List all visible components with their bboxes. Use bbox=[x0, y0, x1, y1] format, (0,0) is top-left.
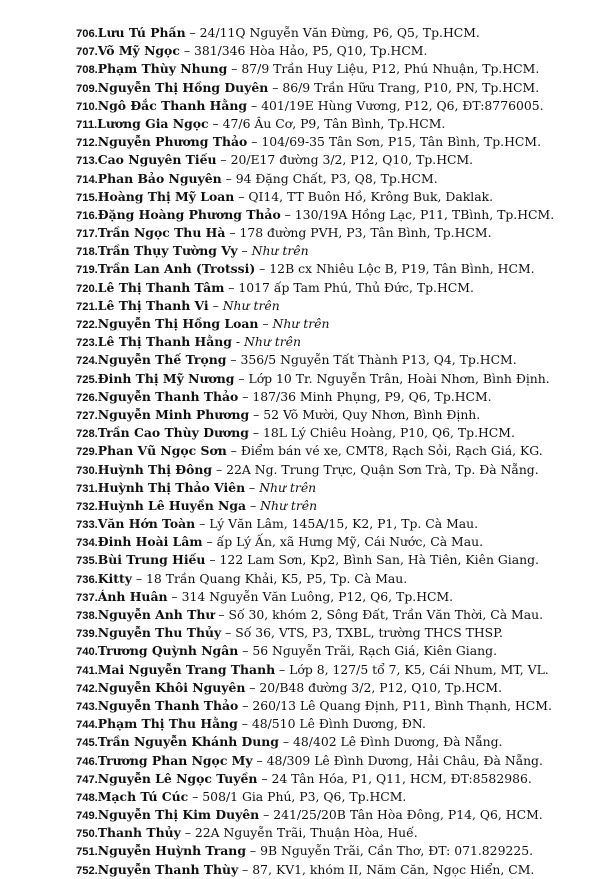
entry-separator: – bbox=[278, 734, 294, 750]
entry-name: Nguyễn Thế Trọng bbox=[97, 352, 227, 368]
entry-number: 738. bbox=[76, 610, 98, 622]
list-item bbox=[76, 424, 581, 442]
list-item bbox=[76, 279, 581, 297]
list-item bbox=[76, 842, 581, 860]
entry-number: 717. bbox=[76, 228, 98, 241]
list-item bbox=[76, 570, 581, 588]
entry-number: 744. bbox=[76, 719, 98, 732]
entry-name: Nguyễn Khôi Nguyên bbox=[97, 679, 246, 695]
entry-address: 178 đường PVH, P3, Tân Bình, Tp.HCM. bbox=[239, 225, 492, 241]
entry-number: 723. bbox=[76, 337, 98, 350]
entry-name: Trương Phan Ngọc My bbox=[97, 752, 253, 768]
entry-separator: – bbox=[234, 188, 249, 204]
entry-address: 401/19E Hùng Vương, P12, Q6, ĐT:8776005. bbox=[261, 97, 544, 113]
entry-name: Trần Lan Anh (Trotssi) bbox=[97, 261, 256, 277]
entry-address: 20/E17 đường 3/2, P12, Q10, Tp.HCM. bbox=[230, 152, 474, 168]
entry-address: 56 Nguyễn Trãi, Rạch Giá, Kiên Giang. bbox=[252, 643, 498, 659]
entry-name: Lương Gia Ngọc bbox=[97, 115, 209, 131]
entry-separator: – bbox=[185, 25, 200, 40]
entry-name: Trần Nguyễn Khánh Dung bbox=[97, 734, 279, 750]
entry-number: 729. bbox=[76, 446, 98, 459]
list-item bbox=[76, 351, 581, 369]
list-item bbox=[76, 260, 581, 278]
entry-name: Phan Vũ Ngọc Sơn bbox=[97, 443, 227, 459]
entry-number: 730. bbox=[76, 464, 98, 477]
entry-address: Điểm bán vé xe, CMT8, Rạch Sỏi, Rạch Giá, KG. bbox=[240, 443, 543, 459]
entry-name: Lê Thị Thanh Hằng bbox=[97, 334, 232, 350]
entry-address: 48/402 Lê Đình Dương, Đà Nẵng. bbox=[293, 734, 503, 750]
list-item bbox=[76, 97, 581, 115]
entry-number: 750. bbox=[76, 828, 98, 841]
list-item bbox=[76, 133, 581, 151]
entry-separator: – bbox=[208, 115, 223, 131]
entry-number: 731. bbox=[76, 482, 98, 495]
entry-separator: – bbox=[221, 625, 236, 641]
entry-separator: – bbox=[226, 443, 241, 459]
entry-separator: – bbox=[245, 479, 260, 495]
entry-number: 718. bbox=[76, 246, 98, 259]
entry-address: 381/346 Hòa Hảo, P5, Q10, Tp.HCM. bbox=[193, 43, 428, 59]
entry-address: Lý Văn Lâm, 145A/15, K2, P1, Tp. Cà Mau. bbox=[209, 516, 479, 532]
list-item bbox=[76, 752, 581, 770]
entry-number: 749. bbox=[76, 810, 98, 823]
list-item bbox=[76, 824, 581, 842]
list-item bbox=[76, 861, 581, 879]
entry-separator: – bbox=[221, 170, 236, 186]
entry-number: 719. bbox=[76, 264, 98, 277]
entry-name: Lê Thị Thanh Tâm bbox=[97, 279, 225, 295]
entry-name: Ánh Huân bbox=[97, 588, 168, 604]
entry-address: 122 Lam Sơn, Kp2, Bình San, Hà Tiên, Kiên Giang. bbox=[219, 552, 539, 568]
entry-address: 87/9 Trần Huy Liệu, P12, Phú Nhuận, Tp.HCM. bbox=[241, 61, 540, 77]
entry-separator: – bbox=[212, 461, 227, 477]
list-item bbox=[76, 170, 581, 188]
entry-address: Lớp 10 Tr. Nguyễn Trân, Hoài Nhơn, Bình Định. bbox=[248, 370, 550, 386]
entry-separator: – bbox=[247, 134, 262, 150]
entry-name: Đinh Hoài Lâm bbox=[97, 534, 203, 550]
entry-number: 745. bbox=[76, 737, 98, 750]
list-item bbox=[76, 806, 581, 824]
entry-name: Trương Quỳnh Ngân bbox=[97, 643, 239, 659]
entry-number: 733. bbox=[76, 519, 98, 532]
list-item bbox=[76, 588, 581, 606]
entry-number: 709. bbox=[76, 82, 98, 95]
entry-separator: – bbox=[248, 425, 263, 441]
entry-separator: – bbox=[208, 297, 223, 313]
entry-address: 22A Nguyễn Trãi, Thuận Hòa, Huế. bbox=[194, 825, 418, 841]
list-item bbox=[76, 60, 581, 78]
entry-separator: – bbox=[280, 206, 295, 222]
entry-name: Trần Cao Thùy Dương bbox=[97, 425, 249, 441]
entry-separator: – bbox=[238, 643, 253, 659]
list-item bbox=[76, 242, 581, 260]
entry-number: 724. bbox=[76, 355, 98, 368]
entry-address: 260/13 Lê Quang Định, P11, Bình Thạnh, HCM. bbox=[252, 697, 552, 713]
entry-number: 713. bbox=[76, 155, 98, 168]
entry-address: 9B Nguyễn Trãi, Cần Thơ, ĐT: 071.829225. bbox=[260, 843, 534, 859]
entry-name: Võ Mỹ Ngọc bbox=[97, 43, 180, 59]
entry-separator: – bbox=[214, 607, 229, 622]
entry-note: Như trên bbox=[260, 497, 318, 513]
entry-address: QI14, TT Buôn Hồ, Krông Buk, Daklak. bbox=[248, 188, 494, 204]
entry-address: 94 Đặng Chất, P3, Q8, Tp.HCM. bbox=[235, 170, 438, 186]
entry-number: 743. bbox=[76, 700, 98, 713]
entry-separator: – bbox=[245, 843, 261, 859]
entry-number: 727. bbox=[76, 409, 98, 422]
list-item bbox=[76, 442, 581, 460]
entry-address: 187/36 Minh Phụng, P9, Q6, Tp.HCM. bbox=[252, 388, 492, 404]
entry-separator: - bbox=[231, 334, 245, 350]
entry-address: 20/B48 đường 3/2, P12, Q10, Tp.HCM. bbox=[259, 679, 503, 695]
entry-name: Nguyễn Thanh Thùy bbox=[97, 861, 239, 877]
entry-separator: – bbox=[259, 807, 274, 823]
list-item bbox=[76, 24, 581, 42]
entry-address: 12B cx Nhiêu Lộc B, P19, Tân Bình, HCM. bbox=[269, 261, 535, 277]
list-item bbox=[76, 533, 581, 551]
list-item bbox=[76, 388, 581, 406]
list-item bbox=[76, 497, 581, 515]
list-item bbox=[76, 188, 581, 206]
entry-separator: – bbox=[226, 352, 241, 368]
list-item bbox=[76, 115, 581, 133]
entry-number: 742. bbox=[76, 682, 98, 695]
entry-separator: – bbox=[237, 716, 252, 732]
entry-separator: – bbox=[246, 497, 261, 513]
entry-number: 752. bbox=[76, 864, 98, 877]
list-item bbox=[76, 206, 581, 224]
entry-number: 748. bbox=[76, 791, 98, 804]
list-item bbox=[76, 715, 581, 733]
entry-separator: – bbox=[238, 861, 253, 877]
entry-separator: – bbox=[180, 825, 195, 841]
entry-number: 716. bbox=[76, 209, 98, 222]
entry-number: 722. bbox=[76, 319, 98, 331]
list-item bbox=[76, 224, 581, 242]
entry-note: Như trên bbox=[272, 316, 330, 331]
entry-note: Như trên bbox=[222, 297, 280, 313]
entry-name: Bùi Trung Hiếu bbox=[97, 552, 206, 568]
entry-number: 737. bbox=[76, 591, 98, 604]
entry-address: 47/6 Âu Cơ, P9, Tân Bình, Tp.HCM. bbox=[222, 115, 446, 131]
entry-name: Lưu Tú Phấn bbox=[97, 25, 186, 40]
entry-address: 130/19A Hồng Lạc, P11, TBình, Tp.HCM. bbox=[294, 206, 555, 222]
list-item bbox=[76, 370, 581, 388]
entry-note: Như trên bbox=[259, 479, 317, 495]
entry-number: 708. bbox=[76, 64, 98, 77]
entry-separator: – bbox=[179, 43, 194, 59]
entry-name: Nguyễn Thị Kim Duyên bbox=[97, 807, 260, 823]
entry-address: 87, KV1, khóm II, Năm Căn, Ngọc Hiển, CM. bbox=[252, 861, 535, 877]
entry-name: Văn Hớn Toàn bbox=[97, 516, 196, 532]
entry-name: Nguyễn Phương Thảo bbox=[97, 134, 248, 150]
entry-separator: – bbox=[247, 97, 262, 113]
entry-address: 48/309 Lê Đình Dương, Hải Châu, Đà Nẵng. bbox=[266, 752, 543, 768]
entry-name: Thanh Thủy bbox=[97, 825, 181, 841]
entry-address: 52 Võ Mười, Quy Nhơn, Bình Định. bbox=[263, 406, 481, 422]
entry-separator: – bbox=[225, 225, 240, 241]
list-item bbox=[76, 461, 581, 479]
list-item bbox=[76, 42, 581, 60]
entry-separator: – bbox=[252, 752, 267, 768]
entry-address: 508/1 Gia Phú, P3, Q6, Tp.HCM. bbox=[202, 788, 407, 804]
entry-number: 746. bbox=[76, 755, 98, 768]
entry-number: 739. bbox=[76, 628, 98, 641]
entry-number: 720. bbox=[76, 282, 98, 295]
entry-address: 22A Ng. Trung Trực, Quận Sơn Trà, Tp. Đà Nẵng. bbox=[226, 461, 539, 477]
entry-number: 747. bbox=[76, 773, 98, 786]
entry-name: Phạm Thị Thu Hằng bbox=[97, 716, 238, 732]
entry-number: 728. bbox=[76, 428, 98, 441]
entry-name: Mạch Tú Cúc bbox=[97, 788, 189, 804]
entry-name: Nguyễn Lê Ngọc Tuyền bbox=[97, 770, 258, 786]
entry-address: 18 Trần Quang Khải, K5, P5, Tp. Cà Mau. bbox=[145, 570, 408, 586]
entry-name: Đinh Thị Mỹ Nương bbox=[97, 370, 235, 386]
entry-number: 736. bbox=[76, 573, 98, 586]
entry-separator: – bbox=[249, 406, 264, 422]
entry-note: Như trên bbox=[244, 334, 301, 350]
entry-name: Trần Ngọc Thu Hà bbox=[97, 225, 226, 241]
list-item bbox=[76, 697, 581, 715]
entry-name: Kitty bbox=[97, 570, 132, 586]
entry-separator: – bbox=[237, 243, 252, 259]
entry-address: Số 36, VTS, P3, TXBL, trường THCS THSP. bbox=[235, 625, 503, 641]
list-item bbox=[76, 770, 581, 788]
entry-separator: – bbox=[227, 61, 242, 77]
list-item bbox=[76, 679, 581, 697]
entry-name: Nguyễn Thị Hồng Duyên bbox=[97, 79, 269, 95]
list-item bbox=[76, 479, 581, 497]
list-item bbox=[76, 788, 581, 806]
entry-name: Nguyễn Huỳnh Trang bbox=[97, 843, 246, 859]
list-item bbox=[76, 661, 581, 679]
entry-address: 18L Lý Chiêu Hoàng, P10, Q6, Tp.HCM. bbox=[262, 425, 515, 441]
entry-number: 707. bbox=[76, 46, 98, 59]
list-item bbox=[76, 606, 581, 624]
entry-note: Như trên bbox=[251, 243, 309, 259]
entry-address: ấp Lý Ấn, xã Hưng Mỹ, Cái Nước, Cà Mau. bbox=[216, 534, 484, 550]
entry-separator: – bbox=[131, 570, 146, 586]
entry-number: 711. bbox=[76, 118, 98, 131]
entry-number: 715. bbox=[76, 191, 98, 204]
entry-name: Nguyễn Thị Hồng Loan bbox=[97, 316, 259, 331]
entry-separator: – bbox=[202, 534, 217, 550]
entry-number: 741. bbox=[76, 664, 98, 677]
list-item bbox=[76, 642, 581, 660]
entry-name: Huỳnh Lê Huyền Nga bbox=[97, 497, 247, 513]
entry-address: Số 30, khóm 2, Sông Đất, Trần Văn Thời, Cà Mau. bbox=[228, 607, 544, 622]
list-item bbox=[76, 151, 581, 169]
entry-number: 740. bbox=[76, 646, 98, 659]
entry-name: Huỳnh Thị Thảo Viên bbox=[97, 479, 246, 495]
entry-number: 712. bbox=[76, 137, 98, 150]
address-list bbox=[76, 24, 581, 879]
entry-separator: – bbox=[275, 661, 290, 677]
list-item bbox=[76, 297, 581, 315]
entry-name: Nguyễn Thanh Thảo bbox=[97, 697, 239, 713]
entry-address: 48/510 Lê Đình Dương, ĐN. bbox=[251, 716, 426, 732]
entry-name: Ngô Đắc Thanh Hằng bbox=[97, 97, 248, 113]
entry-address: 24/11Q Nguyễn Văn Đừng, P6, Q5, Tp.HCM. bbox=[199, 25, 480, 40]
entry-number: 725. bbox=[76, 373, 98, 386]
entry-address: 86/9 Trần Hữu Trang, P10, PN, Tp.HCM. bbox=[282, 79, 540, 95]
entry-separator: – bbox=[268, 79, 283, 95]
entry-separator: – bbox=[167, 588, 182, 604]
entry-name: Đặng Hoàng Phương Thảo bbox=[97, 206, 281, 222]
entry-address: 24 Tân Hóa, P1, Q11, HCM, ĐT:8582986. bbox=[271, 770, 532, 786]
entry-address: Lớp 8, 127/5 tổ 7, K5, Cái Nhum, MT, VL. bbox=[289, 661, 549, 677]
entry-separator: – bbox=[188, 788, 203, 804]
entry-address: 241/25/20B Tân Hòa Đông, P14, Q6, HCM. bbox=[273, 807, 543, 823]
entry-address: 104/69-35 Tân Sơn, P15, Tân Bình, Tp.HCM. bbox=[261, 134, 542, 150]
entry-name: Phan Bảo Nguyên bbox=[97, 170, 222, 186]
entry-name: Mai Nguyễn Trang Thanh bbox=[97, 661, 276, 677]
entry-name: Phạm Thùy Nhung bbox=[97, 61, 228, 77]
entry-number: 734. bbox=[76, 537, 98, 550]
entry-name: Nguyễn Minh Phương bbox=[97, 406, 250, 422]
entry-separator: – bbox=[257, 770, 272, 786]
list-item bbox=[76, 315, 581, 333]
entry-name: Nguyễn Anh Thư bbox=[97, 607, 215, 622]
entry-number: 710. bbox=[76, 100, 98, 113]
entry-name: Huỳnh Thị Đông bbox=[97, 461, 213, 477]
list-item bbox=[76, 733, 581, 751]
entry-separator: – bbox=[216, 152, 231, 168]
entry-name: Lê Thị Thanh Vi bbox=[97, 297, 209, 313]
entry-separator: – bbox=[205, 552, 220, 568]
entry-separator: – bbox=[234, 370, 249, 386]
list-item bbox=[76, 406, 581, 424]
list-item bbox=[76, 79, 581, 97]
entry-number: 721. bbox=[76, 300, 98, 313]
entry-number: 735. bbox=[76, 555, 98, 568]
entry-separator: – bbox=[258, 316, 273, 331]
entry-number: 751. bbox=[76, 846, 98, 859]
entry-number: 726. bbox=[76, 391, 98, 404]
list-item bbox=[76, 515, 581, 533]
entry-separator: – bbox=[245, 679, 260, 695]
entry-address: 314 Nguyễn Văn Luông, P12, Q6, Tp.HCM. bbox=[181, 588, 454, 604]
entry-name: Nguyễn Thu Thủy bbox=[97, 625, 222, 641]
entry-number: 706. bbox=[76, 28, 98, 40]
entry-name: Hoàng Thị Mỹ Loan bbox=[97, 188, 235, 204]
entry-separator: – bbox=[238, 697, 253, 713]
list-item bbox=[76, 333, 581, 351]
entry-address: 356/5 Nguyễn Tất Thành P13, Q4, Tp.HCM. bbox=[240, 352, 517, 368]
entry-number: 714. bbox=[76, 173, 98, 186]
entry-separator: – bbox=[195, 516, 210, 532]
list-item bbox=[76, 624, 581, 642]
entry-number: 732. bbox=[76, 500, 98, 513]
entry-separator: – bbox=[224, 279, 239, 295]
entry-name: Nguyễn Thanh Thảo bbox=[97, 388, 239, 404]
entry-name: Trần Thụy Tường Vy bbox=[97, 243, 238, 259]
entry-separator: – bbox=[238, 388, 253, 404]
entry-separator: – bbox=[255, 261, 270, 277]
list-item bbox=[76, 551, 581, 569]
entry-address: 1017 ấp Tam Phú, Thủ Đức, Tp.HCM. bbox=[238, 279, 474, 295]
entry-name: Cao Nguyên Tiếu bbox=[97, 152, 217, 168]
